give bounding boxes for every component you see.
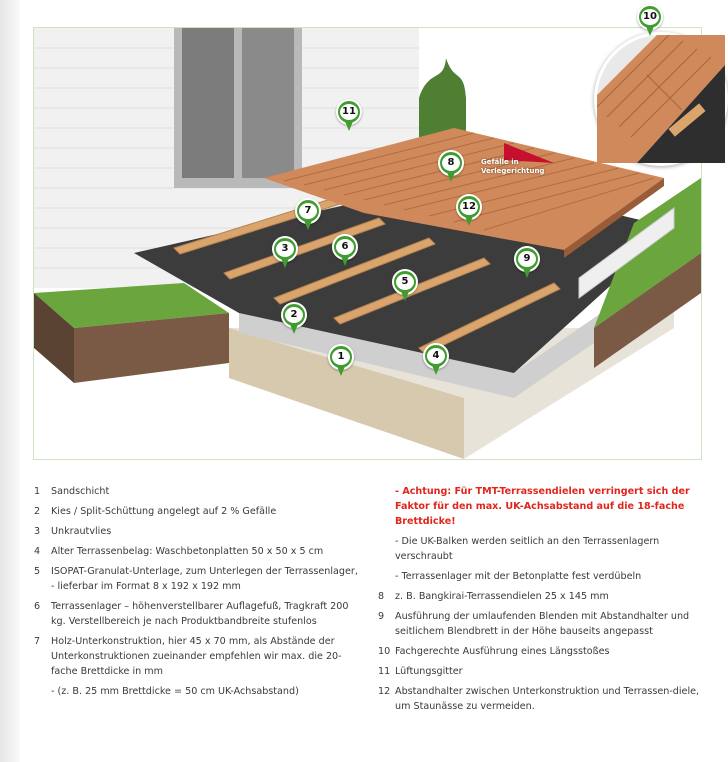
callout-number: 4 (427, 348, 445, 364)
callout-number: 5 (396, 274, 414, 290)
callout-pin-9 (514, 246, 540, 280)
legend-right (378, 484, 700, 719)
warning-note: - Achtung: Für TMT-Terrassendielen verringert sich der Faktor für den max. UK-Achsabstand auf die 18-fache Brettdicke! (395, 486, 690, 527)
window-pane-right (242, 28, 294, 178)
slope-label-line1: Gefälle in (481, 158, 519, 166)
callout-number: 7 (299, 203, 317, 219)
terrace-illustration (33, 11, 702, 460)
legend-item-7 (34, 634, 364, 679)
legend-number: 12 (378, 686, 391, 697)
legend-text: Alter Terrassenbelag: Waschbetonplatten 50 x 50 x 5 cm (51, 546, 324, 557)
callout-pin-10 (637, 4, 663, 38)
callout-number: 11 (340, 104, 358, 120)
legend-number: 10 (378, 646, 391, 657)
legend-number: 9 (378, 611, 385, 622)
legend-item-8 (378, 589, 700, 604)
legend-item-6 (34, 599, 364, 629)
callout-number: 10 (641, 9, 659, 25)
callout-pin-2 (281, 302, 307, 336)
legend-text: z. B. Bangkirai-Terrassendielen 25 x 145 mm (395, 591, 609, 602)
legend-text: Terrassenlager – höhenverstellbarer Auflagefuß, Tragkraft 200 kg. Verstellbereich je nach Produktbandbreite stufenlos (51, 601, 349, 627)
callout-number: 2 (285, 307, 303, 323)
callout-number: 9 (518, 251, 536, 267)
legend-number: 7 (34, 636, 41, 647)
legend-item-5 (34, 564, 364, 594)
callout-pin-6 (332, 234, 358, 268)
legend-item-2 (34, 504, 364, 519)
legend-item-12 (378, 684, 700, 714)
page-edge-shadow (0, 0, 20, 762)
detail-inset-longitudinal-joint (594, 32, 728, 166)
legend-item-9 (378, 609, 700, 639)
legend-number: 11 (378, 666, 391, 677)
callout-pin-4 (423, 343, 449, 377)
note-screwed: - Die UK-Balken werden seitlich an den Terrassenlagern verschraubt (395, 536, 660, 562)
callout-number: 3 (276, 241, 294, 257)
legend-number: 4 (34, 546, 41, 557)
legend-text-main: ISOPAT-Granulat-Unterlage, zum Unterlegen der Terrassenlager, (51, 566, 358, 577)
legend-item-7-sub: - (z. B. 25 mm Brettdicke = 50 cm UK-Achsabstand) (51, 686, 299, 697)
legend-number: 2 (34, 506, 41, 517)
legend-text-sub: - lieferbar im Format 8 x 192 x 192 mm (51, 581, 241, 592)
legend-text: Holz-Unterkonstruktion, hier 45 x 70 mm, als Abstände der Unterkonstruktionen zueinander empfehlen wir max. die 20-fache Brettdicke in mm (51, 636, 342, 677)
callout-pin-8 (438, 150, 464, 184)
callout-pin-11 (336, 99, 362, 133)
legend-text: Ausführung der umlaufenden Blenden mit Abstandhalter und seitlichem Blendbrett in der Höhe bauseits angepasst (395, 611, 690, 637)
legend-text: Kies / Split-Schüttung angelegt auf 2 % Gefälle (51, 506, 277, 517)
callout-number: 1 (332, 349, 350, 365)
slope-label (481, 158, 544, 176)
legend-number: 6 (34, 601, 41, 612)
legend-left (34, 484, 364, 699)
legend-number: 5 (34, 566, 41, 577)
legend-text (51, 564, 364, 594)
legend-item-4 (34, 544, 364, 559)
legend-item-10 (378, 644, 700, 659)
callout-number: 8 (442, 155, 460, 171)
callout-pin-3 (272, 236, 298, 270)
legend-item-1 (34, 484, 364, 499)
legend-item-3 (34, 524, 364, 539)
callout-number: 6 (336, 239, 354, 255)
legend-text: Fachgerechte Ausführung eines Längsstoßes (395, 646, 610, 657)
callout-pin-12 (456, 194, 482, 228)
legend-number: 8 (378, 591, 385, 602)
legend-number: 1 (34, 486, 41, 497)
note-doweled: - Terrassenlager mit der Betonplatte fest verdübeln (395, 571, 642, 582)
slope-label-line2: Verlegerichtung (481, 167, 545, 175)
callout-pin-1 (328, 344, 354, 378)
callout-pin-5 (392, 269, 418, 303)
legend-text: Sandschicht (51, 486, 110, 497)
legend-number: 3 (34, 526, 41, 537)
legend-text: Abstandhalter zwischen Unterkonstruktion und Terrassen-diele, um Staunässe zu vermeiden. (395, 686, 700, 712)
legend-text: Lüftungsgitter (395, 666, 463, 677)
callout-pin-7 (295, 198, 321, 232)
window-pane-left (182, 28, 234, 178)
legend-item-11 (378, 664, 700, 679)
callout-number: 12 (460, 199, 478, 215)
legend-text: Unkrautvlies (51, 526, 112, 537)
